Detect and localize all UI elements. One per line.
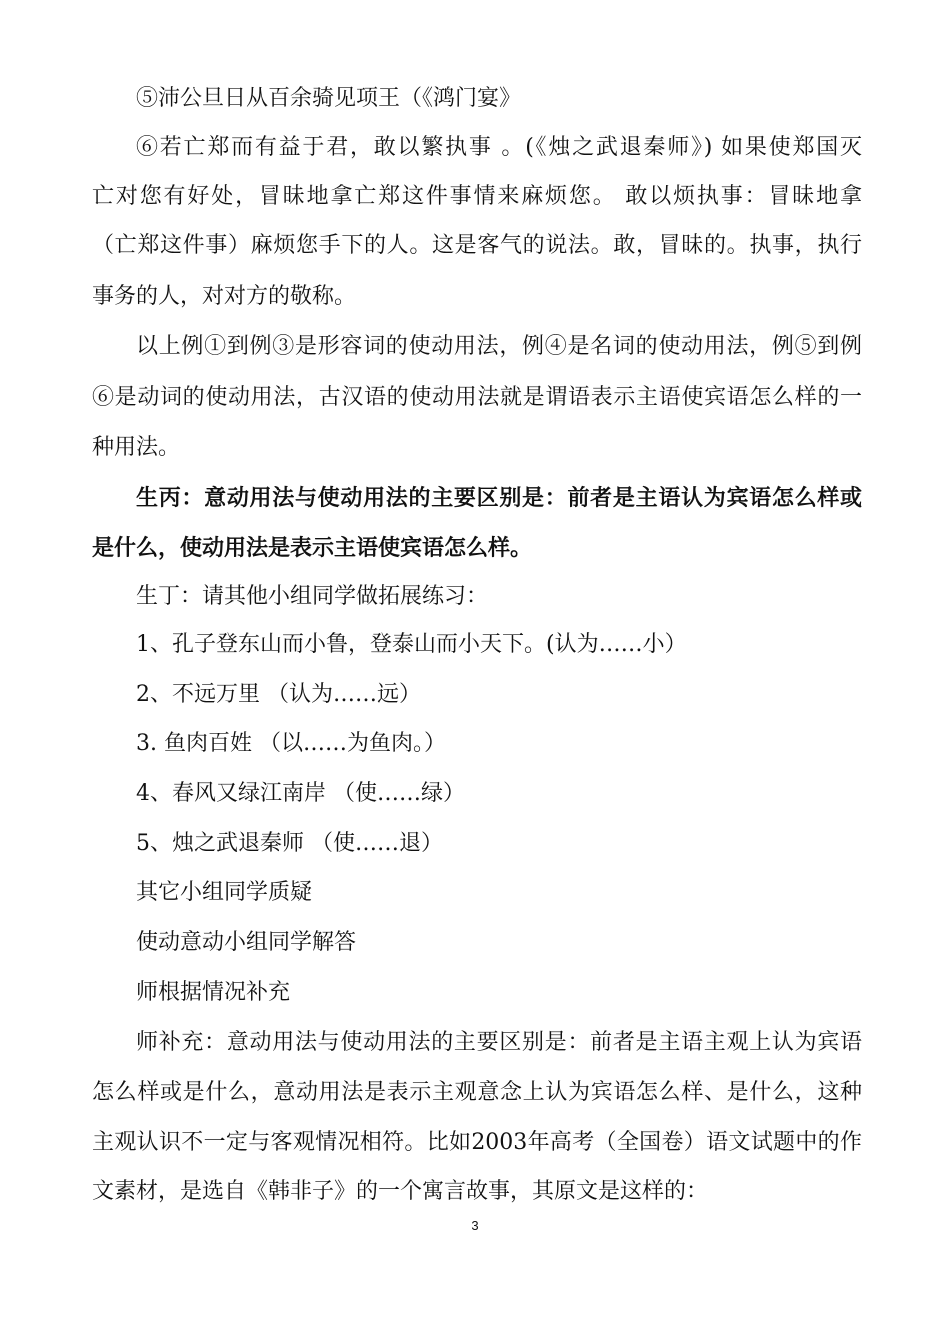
text-line: （亡郑这件事）麻烦您手下的人。这是客气的说法。敢，冒昧的。执事，执行: [92, 233, 862, 258]
exercise-item: 2、不远万里 （认为……远）: [136, 682, 421, 707]
text-line: 师补充：意动用法与使动用法的主要区别是：前者是主语主观上认为宾语: [136, 1030, 862, 1055]
exercise-item: 3. 鱼肉百姓 （以……为鱼肉。）: [136, 731, 446, 756]
text-line: 生丁：请其他小组同学做拓展练习：: [136, 584, 489, 609]
text-line: 文素材，是选自《韩非子》的一个寓言故事，其原文是这样的：: [92, 1179, 709, 1204]
text-line: 亡对您有好处，冒昧地拿亡郑这件事情来麻烦您。 敢以烦执事：冒昧地拿: [92, 184, 862, 209]
text-line: ⑤沛公旦日从百余骑见项王（《鸿门宴》: [136, 86, 522, 111]
text-line: 其它小组同学质疑: [136, 880, 313, 905]
text-line: 怎么样或是什么，意动用法是表示主观意念上认为宾语怎么样、是什么，这种: [92, 1080, 862, 1105]
bold-text-line: 是什么，使动用法是表示主语使宾语怎么样。: [92, 535, 533, 561]
text-line: ⑥是动词的使动用法，古汉语的使动用法就是谓语表示主语使宾语怎么样的一: [92, 385, 862, 410]
text-line: 事务的人，对对方的敬称。: [92, 284, 357, 309]
text-line: ⑥若亡郑而有益于君，敢以繁执事 。(《烛之武退秦师》) 如果使郑国灭: [136, 135, 862, 160]
bold-text-line: 生丙：意动用法与使动用法的主要区别是：前者是主语认为宾语怎么样或: [136, 485, 862, 511]
exercise-item: 4、春风又绿江南岸 （使……绿）: [136, 781, 465, 806]
text-line: 主观认识不一定与客观情况相符。比如2003年高考（全国卷）语文试题中的作: [92, 1130, 862, 1155]
text-line: 以上例①到例③是形容词的使动用法，例④是名词的使动用法，例⑤到例: [136, 334, 862, 359]
exercise-item: 5、烛之武退秦师 （使……退）: [136, 831, 443, 856]
text-line: 师根据情况补充: [136, 980, 291, 1005]
page-number: 3: [471, 1218, 479, 1233]
exercise-item: 1、孔子登东山而小鲁，登泰山而小天下。(认为……小）: [136, 632, 687, 657]
text-line: 种用法。: [92, 435, 181, 460]
text-line: 使动意动小组同学解答: [136, 930, 357, 955]
